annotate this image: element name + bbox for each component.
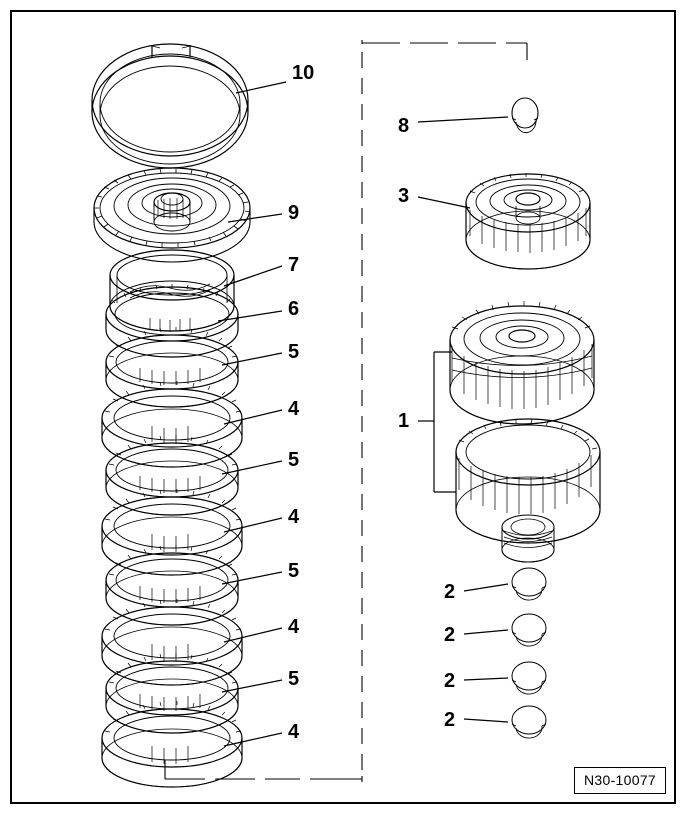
callout-4-b: 4 [288, 506, 300, 528]
callout-5-d: 5 [288, 668, 300, 690]
callout-5-a: 5 [288, 341, 300, 363]
callout-7: 7 [288, 254, 300, 276]
callout-10: 10 [292, 62, 315, 84]
callout-2-a: 2 [444, 581, 456, 603]
callout-6: 6 [288, 298, 300, 320]
callout-2-b: 2 [444, 624, 456, 646]
callout-3: 3 [398, 185, 410, 207]
callout-9: 9 [288, 202, 300, 224]
callout-1: 1 [398, 410, 410, 432]
callout-2-c: 2 [444, 670, 456, 692]
callout-8: 8 [398, 115, 410, 137]
callout-5-b: 5 [288, 449, 300, 471]
callout-4-d: 4 [288, 721, 300, 743]
callout-4-c: 4 [288, 616, 300, 638]
callout-2-d: 2 [444, 709, 456, 731]
callout-4-a: 4 [288, 398, 300, 420]
callout-5-c: 5 [288, 560, 300, 582]
part-code-label: N30-10077 [574, 767, 666, 794]
